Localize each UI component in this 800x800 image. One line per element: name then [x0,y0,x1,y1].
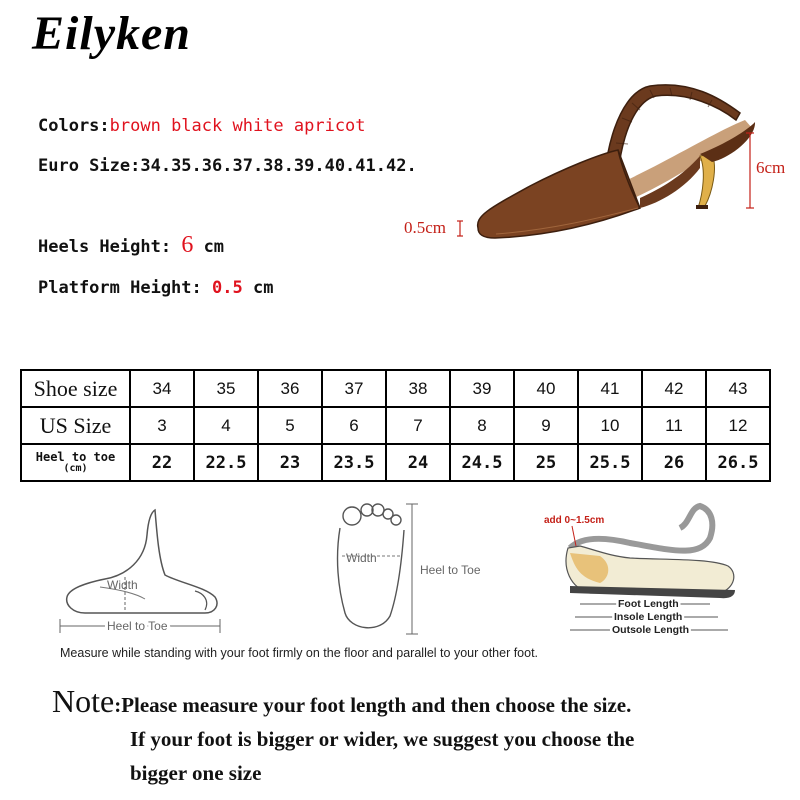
colors-label: Colors: [38,116,110,136]
row-header-shoe-size: Shoe size [21,370,130,407]
table-cell: 42 [642,370,706,407]
table-cell: 23.5 [322,444,386,481]
table-row [21,407,770,444]
platform-height-spec [38,278,273,298]
row-header-us-size: US Size [21,407,130,444]
table-cell: 25 [514,444,578,481]
table-cell: 8 [450,407,514,444]
table-cell: 41 [578,370,642,407]
colors-value: brown black white apricot [109,116,366,136]
foot-side-diagram [55,505,235,640]
platform-dimension-label: 0.5cm [404,218,447,237]
table-cell: 5 [258,407,322,444]
table-cell: 12 [706,407,770,444]
table-cell: 22 [130,444,194,481]
foot-length-label: Foot Length [618,598,679,610]
table-cell: 39 [450,370,514,407]
table-cell: 10 [578,407,642,444]
platform-height-value: 0.5 [212,278,243,298]
table-cell: 22.5 [194,444,258,481]
euro-size-spec [38,156,417,176]
table-cell: 37 [322,370,386,407]
size-table [20,369,771,482]
table-cell: 36 [258,370,322,407]
heel-height-label: Heels Height: [38,237,172,257]
brand-logo: Eilyken [32,7,191,60]
table-cell: 3 [130,407,194,444]
euro-size-label: Euro Size: [38,156,141,176]
table-cell: 6 [322,407,386,444]
table-cell: 25.5 [578,444,642,481]
heel-height-value: 6 [181,232,194,258]
insole-length-label: Insole Length [614,611,683,623]
heel-dimension-label: 6cm [756,158,786,177]
platform-height-unit: cm [252,278,274,298]
table-cell: 26.5 [706,444,770,481]
table-cell: 23 [258,444,322,481]
measure-instruction: Measure while standing with your foot firmly on the floor and parallel to your other foot. [60,646,539,660]
note-line-3: bigger one size [130,761,262,785]
table-cell: 40 [514,370,578,407]
colors-spec [38,116,366,136]
shoe-image [400,58,800,258]
table-cell: 24.5 [450,444,514,481]
row-header-heel-to-toe [21,444,130,481]
row-header-heel-to-toe-unit: (cm) [63,462,88,474]
foot-top-diagram [320,498,510,640]
side-width-label: Width [107,578,138,592]
platform-height-label: Platform Height: [38,278,202,298]
note-line-1: :Please measure your foot length and then choose the size. [114,693,632,717]
table-row [21,370,770,407]
euro-size-value: 34.35.36.37.38.39.40.41.42. [140,156,417,176]
heel-height-spec [38,232,224,259]
table-cell: 34 [130,370,194,407]
row-header-heel-to-toe-label: Heel to toe [35,449,116,464]
add-length-label: add 0~1.5cm [544,515,605,526]
table-row [21,444,770,481]
table-cell: 11 [642,407,706,444]
table-cell: 38 [386,370,450,407]
top-width-label: Width [346,551,377,565]
side-heel-to-toe-label: Heel to Toe [107,619,168,633]
table-cell: 35 [194,370,258,407]
note-block [52,683,792,793]
outsole-length-label: Outsole Length [612,624,689,636]
table-cell: 9 [514,407,578,444]
heel-height-unit: cm [203,237,225,257]
table-cell: 43 [706,370,770,407]
table-cell: 24 [386,444,450,481]
note-heading: Note [52,683,115,719]
top-heel-to-toe-label: Heel to Toe [420,563,481,577]
note-line-2: If your foot is bigger or wider, we suggest you choose the [130,727,635,751]
shoe-length-diagram [540,498,745,648]
table-cell: 4 [194,407,258,444]
table-cell: 26 [642,444,706,481]
table-cell: 7 [386,407,450,444]
